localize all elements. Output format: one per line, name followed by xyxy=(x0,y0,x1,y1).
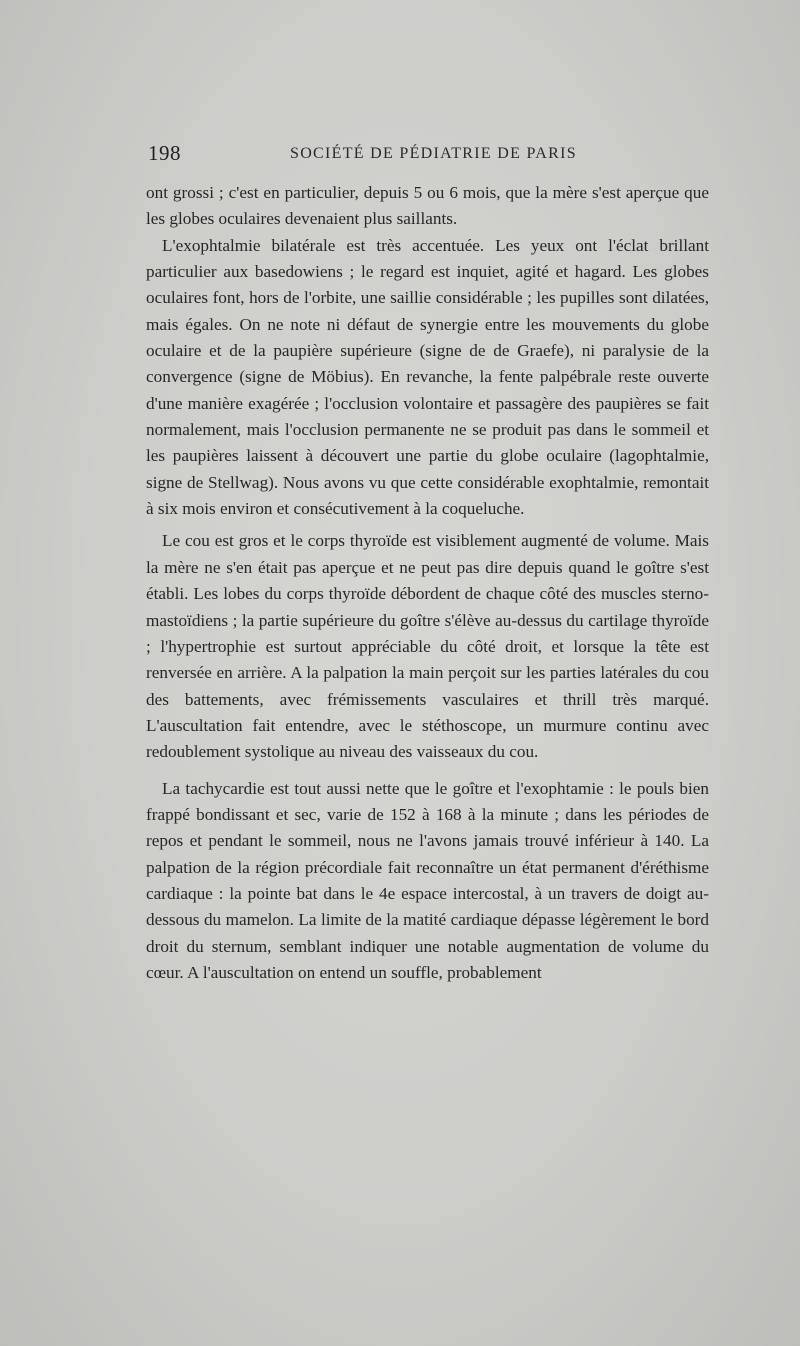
page-number: 198 xyxy=(148,141,181,165)
paragraph-goitre: Le cou est gros et le corps thyroïde est visiblement augmenté de volume. Mais la mère ne s'en était pas aperçue et ne peut pas dire depuis quand le goître s'est établi. Les lobes du corps thyroïde débordent de chaque côté des muscles sterno-mastoïdiens ; la partie supérieure du goître s'élève au-dessus du cartilage thyroïde ; l'hypertrophie est surtout appréciable du côté droit, et lorsque la tête est renversée en arrière. A la palpation la main perçoit sur les parties latérales du cou des battements, avec frémissements vasculaires et thrill très marqué. L'auscultation fait entendre, avec le stéthoscope, un murmure continu avec redoublement systolique au niveau des vaisseaux du cou. xyxy=(146,531,709,762)
paragraph-tachycardie: La tachycardie est tout aussi nette que le goître et l'exophtamie : le pouls bien frappé bondissant et sec, varie de 152 à 168 à la minute ; dans les périodes de repos et pendant le sommeil, nous ne l'avons jamais trouvé inférieur à 140. La palpation de la région précordiale fait reconnaître un état permanent d'éréthisme cardiaque : la pointe bat dans le 4e espace intercostal, à un travers de doigt au-dessous du mamelon. La limite de la matité cardiaque dépasse légèrement le bord droit du sternum, semblant indiquer une notable augmentation de volume du cœur. A l'auscultation on entend un souffle, probablement xyxy=(146,778,709,982)
body-text xyxy=(146,180,709,986)
running-title: SOCIÉTÉ DE PÉDIATRIE DE PARIS xyxy=(290,145,577,162)
paragraph-exophtalmie: L'exophtalmie bilatérale est très accentuée. Les yeux ont l'éclat brillant particulier aux basedowiens ; le regard est inquiet, agité et hagard. Les globes oculaires font, hors de l'orbite, une saillie considérable ; les pupilles sont dilatées, mais égales. On ne note ni défaut de synergie entre les mouvements du globe oculaire et de la paupière supérieure (signe de de Graefe), ni paralysie de la convergence (signe de Möbius). En revanche, la fente palpébrale reste ouverte d'une manière exagérée ; l'occlusion volontaire et passagère des paupières se fait normalement, mais l'occlusion permanente ne se produit pas dans le sommeil et les paupières laissent à découvert une partie du globe oculaire (lagophtalmie, signe de Stellwag). Nous avons vu que cette considérable exophtalmie, remontait à six mois environ et consécutivement à la coqueluche. xyxy=(146,235,709,519)
page-header xyxy=(148,141,708,175)
paragraph-continuation: ont grossi ; c'est en particulier, depuis 5 ou 6 mois, que la mère s'est aperçue que les globes oculaires devenaient plus saillants. xyxy=(146,183,709,229)
